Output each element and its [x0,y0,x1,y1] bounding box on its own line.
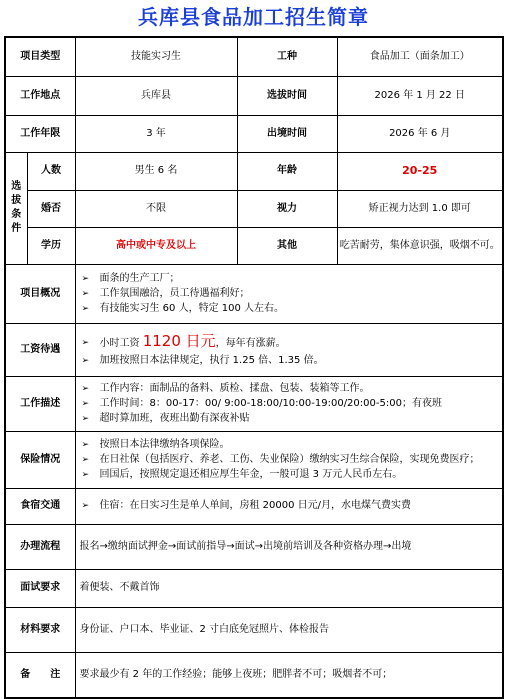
vertical-label-char: 选 [11,181,22,192]
list-item [80,453,499,467]
list-item [80,499,499,513]
lodging-text: 住宿：在日实习生是单人单间，房租 20000 日元/月，水电煤气费实费 [99,500,412,511]
row-education [5,227,503,264]
label-vision: 视力 [237,190,337,227]
lodging-list [80,499,499,513]
list-item [80,412,499,426]
value-vision: 矫正视力达到 1.0 即可 [337,190,503,227]
arrow-bullet-icon: ➢ [81,303,90,314]
value-notes: 要求最少有 2 年的工作经验；能够上夜班；肥胖者不可；吸烟者不可； [75,652,503,698]
label-work-desc: 工作描述 [5,376,75,431]
row-location [5,76,503,115]
insurance-list [80,438,499,482]
value-interview-req: 着便装、不戴首饰 [75,569,503,607]
row-headcount [5,152,503,190]
work-desc-list [80,382,499,426]
value-documents: 身份证、户口本、毕业证、2 寸白底免冠照片、体检报告 [75,607,503,652]
label-notes: 备 注 [5,652,75,698]
arrow-bullet-icon: ➢ [81,398,90,409]
arrow-bullet-icon: ➢ [81,355,90,366]
label-headcount: 人数 [27,152,75,190]
list-item [80,302,499,316]
page-title: 兵库县食品加工招生简章 [138,5,369,29]
vertical-label-char: 拔 [11,195,22,206]
row-notes [5,652,503,698]
overview-list [80,272,499,316]
list-item [80,468,499,482]
selection-conditions-text [10,180,23,236]
arrow-bullet-icon: ➢ [81,273,90,284]
arrow-bullet-icon: ➢ [81,413,90,424]
list-item [80,397,499,411]
vertical-label-char: 条 [11,209,22,220]
salary-overtime: 加班按照日本法律规定，执行 1.25 倍、1.35 倍。 [99,354,324,366]
value-overview [75,264,503,323]
value-project-type: 技能实习生 [75,37,237,76]
list-item-text: 按照日本法律缴纳各项保险。 [99,438,230,450]
row-interview-req [5,569,503,607]
value-location: 兵库县 [75,76,237,115]
label-age: 年龄 [237,152,337,190]
value-lodging [75,488,503,524]
list-item-text: 超时算加班，夜班出勤有深夜补贴 [99,412,250,424]
label-salary: 工资待遇 [5,323,75,376]
list-item [80,382,499,396]
value-salary [75,323,503,376]
row-salary [5,323,503,376]
row-marital [5,190,503,227]
list-item [80,354,499,368]
salary-suffix: ，每年有涨薪。 [215,337,286,349]
recruitment-table [4,36,504,699]
label-departure-time: 出境时间 [237,115,337,152]
row-overview [5,264,503,323]
label-lodging: 食宿交通 [5,488,75,524]
list-item-text: 工作内容：面制品的备料、质检、揉盘、包装、装箱等工作。 [99,382,370,394]
list-item-text: 在日社保（包括医疗、养老、工伤、失业保险）缴纳实习生综合保险，实现免费医疗； [99,453,480,465]
value-work-desc [75,376,503,431]
label-marital: 婚否 [27,190,75,227]
selection-conditions-label [5,152,27,264]
value-headcount: 男生 6 名 [75,152,237,190]
list-item-text: 面条的生产工厂； [99,272,180,284]
arrow-bullet-icon: ➢ [81,454,90,465]
label-education: 学历 [27,227,75,264]
label-documents: 材料要求 [5,607,75,652]
salary-list [80,332,499,368]
value-selection-time: 2026 年 1 月 22 日 [337,76,503,115]
row-project-type [5,37,503,76]
label-other: 其他 [237,227,337,264]
list-item-text: 工作时间：8：00-17：00/ 9:00-18:00/10:00-19:00/20:00-5:00；有夜班 [99,397,442,409]
vertical-label-char: 件 [11,223,22,234]
value-process: 报名→缴纳面试押金→面试前指导→面试→出境前培训及各种资格办理→出境 [75,524,503,569]
label-project-type: 项目类型 [5,37,75,76]
label-location: 工作地点 [5,76,75,115]
row-term [5,115,503,152]
arrow-bullet-icon: ➢ [81,469,90,480]
value-insurance [75,431,503,488]
salary-prefix: 小时工资 [99,337,140,349]
label-term: 工作年限 [5,115,75,152]
row-process [5,524,503,569]
label-insurance: 保险情况 [5,431,75,488]
label-job-type: 工种 [237,37,337,76]
list-item [80,332,499,353]
value-departure-time: 2026 年 6 月 [337,115,503,152]
list-item [80,272,499,286]
row-work-desc [5,376,503,431]
row-insurance [5,431,503,488]
row-documents [5,607,503,652]
arrow-bullet-icon: ➢ [81,439,90,450]
list-item-text: 工作氛围融洽，员工待遇福利好； [99,287,250,299]
value-education: 高中或中专及以上 [75,227,237,264]
list-item-text: 回国后，按照规定退还相应厚生年金，一般可退 3 万元人民币左右。 [99,468,403,480]
row-lodging [5,488,503,524]
value-job-type: 食品加工（面条加工） [337,37,503,76]
arrow-bullet-icon: ➢ [81,501,90,511]
value-age: 20-25 [337,152,503,190]
label-interview-req: 面试要求 [5,569,75,607]
value-marital: 不限 [75,190,237,227]
arrow-bullet-icon: ➢ [81,383,90,394]
label-selection-time: 选拔时间 [237,76,337,115]
arrow-bullet-icon: ➢ [81,337,90,348]
label-process: 办理流程 [5,524,75,569]
salary-amount: 1120 日元 [142,331,216,350]
value-other: 吃苦耐劳，集体意识强，吸烟不可。 [337,227,503,264]
value-term: 3 年 [75,115,237,152]
label-overview: 项目概况 [5,264,75,323]
list-item-text: 有技能实习生 60 人，特定 100 人左右。 [99,302,285,314]
arrow-bullet-icon: ➢ [81,288,90,299]
list-item [80,438,499,452]
list-item [80,287,499,301]
